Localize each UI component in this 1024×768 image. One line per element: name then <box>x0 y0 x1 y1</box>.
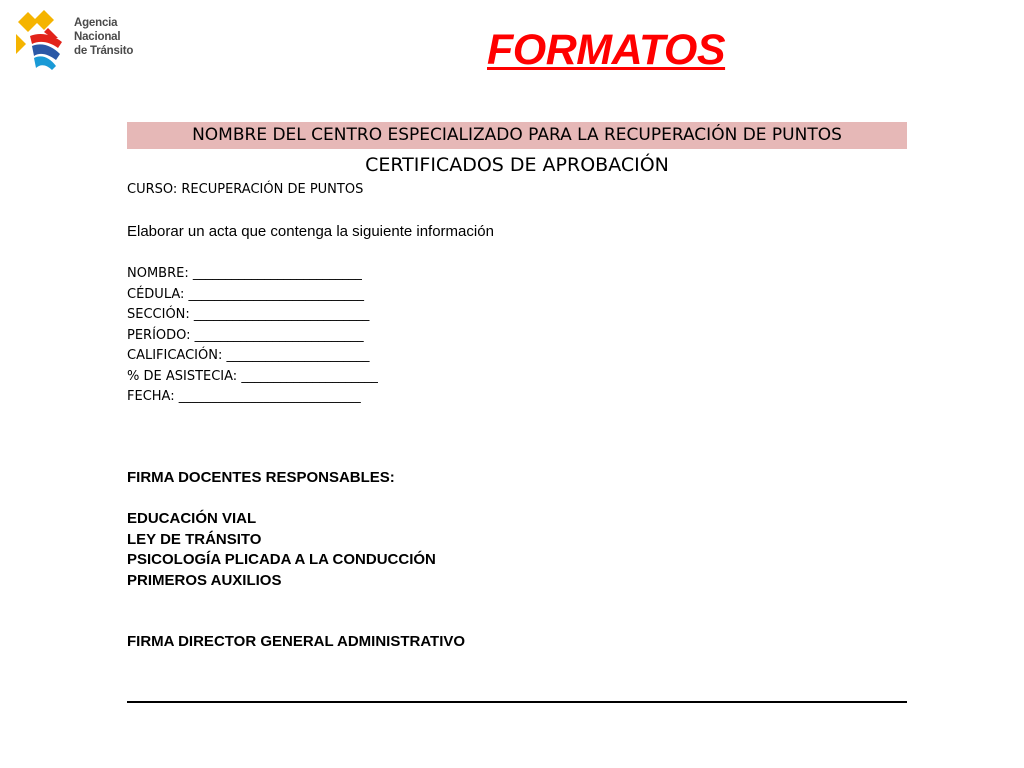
teachers-signature-heading: FIRMA DOCENTES RESPONSABLES: <box>127 469 395 486</box>
field-periodo: PERÍODO: __________________________ <box>127 327 364 343</box>
subject-primeros-auxilios: PRIMEROS AUXILIOS <box>127 571 282 589</box>
agency-logo <box>14 8 144 72</box>
logo-text-line2: Nacional <box>74 31 121 43</box>
subject-psicologia: PSICOLOGÍA PLICADA A LA CONDUCCIÓN <box>127 551 436 568</box>
instruction-text: Elaborar un acta que contenga la siguiente información <box>127 223 494 240</box>
logo-text-line1: Agencia <box>74 17 118 29</box>
subject-ley-transito: LEY DE TRÁNSITO <box>127 530 262 548</box>
center-name-bar: NOMBRE DEL CENTRO ESPECIALIZADO PARA LA RECUPERACIÓN DE PUNTOS <box>127 122 907 149</box>
field-cedula: CÉDULA: ___________________________ <box>127 286 365 302</box>
agency-logo-mark-icon <box>14 8 72 72</box>
subject-educacion-vial: EDUCACIÓN VIAL <box>127 510 257 527</box>
signature-line <box>127 701 907 703</box>
director-signature-heading: FIRMA DIRECTOR GENERAL ADMINISTRATIVO <box>127 633 466 650</box>
certificate-subtitle: CERTIFICADOS DE APROBACIÓN <box>365 154 669 176</box>
page-title: FORMATOS <box>487 26 726 74</box>
field-fecha: FECHA: ____________________________ <box>127 389 361 404</box>
fields-list <box>127 264 378 408</box>
field-asistencia: % DE ASISTECIA: _____________________ <box>127 368 378 384</box>
course-line: CURSO: RECUPERACIÓN DE PUNTOS <box>127 182 364 197</box>
field-seccion: SECCIÓN: ___________________________ <box>127 307 370 322</box>
logo-text-line3: de Tránsito <box>74 45 134 57</box>
field-nombre: NOMBRE: __________________________ <box>127 266 362 281</box>
subjects-list <box>127 509 436 591</box>
field-calificacion: CALIFICACIÓN: ______________________ <box>127 348 370 363</box>
